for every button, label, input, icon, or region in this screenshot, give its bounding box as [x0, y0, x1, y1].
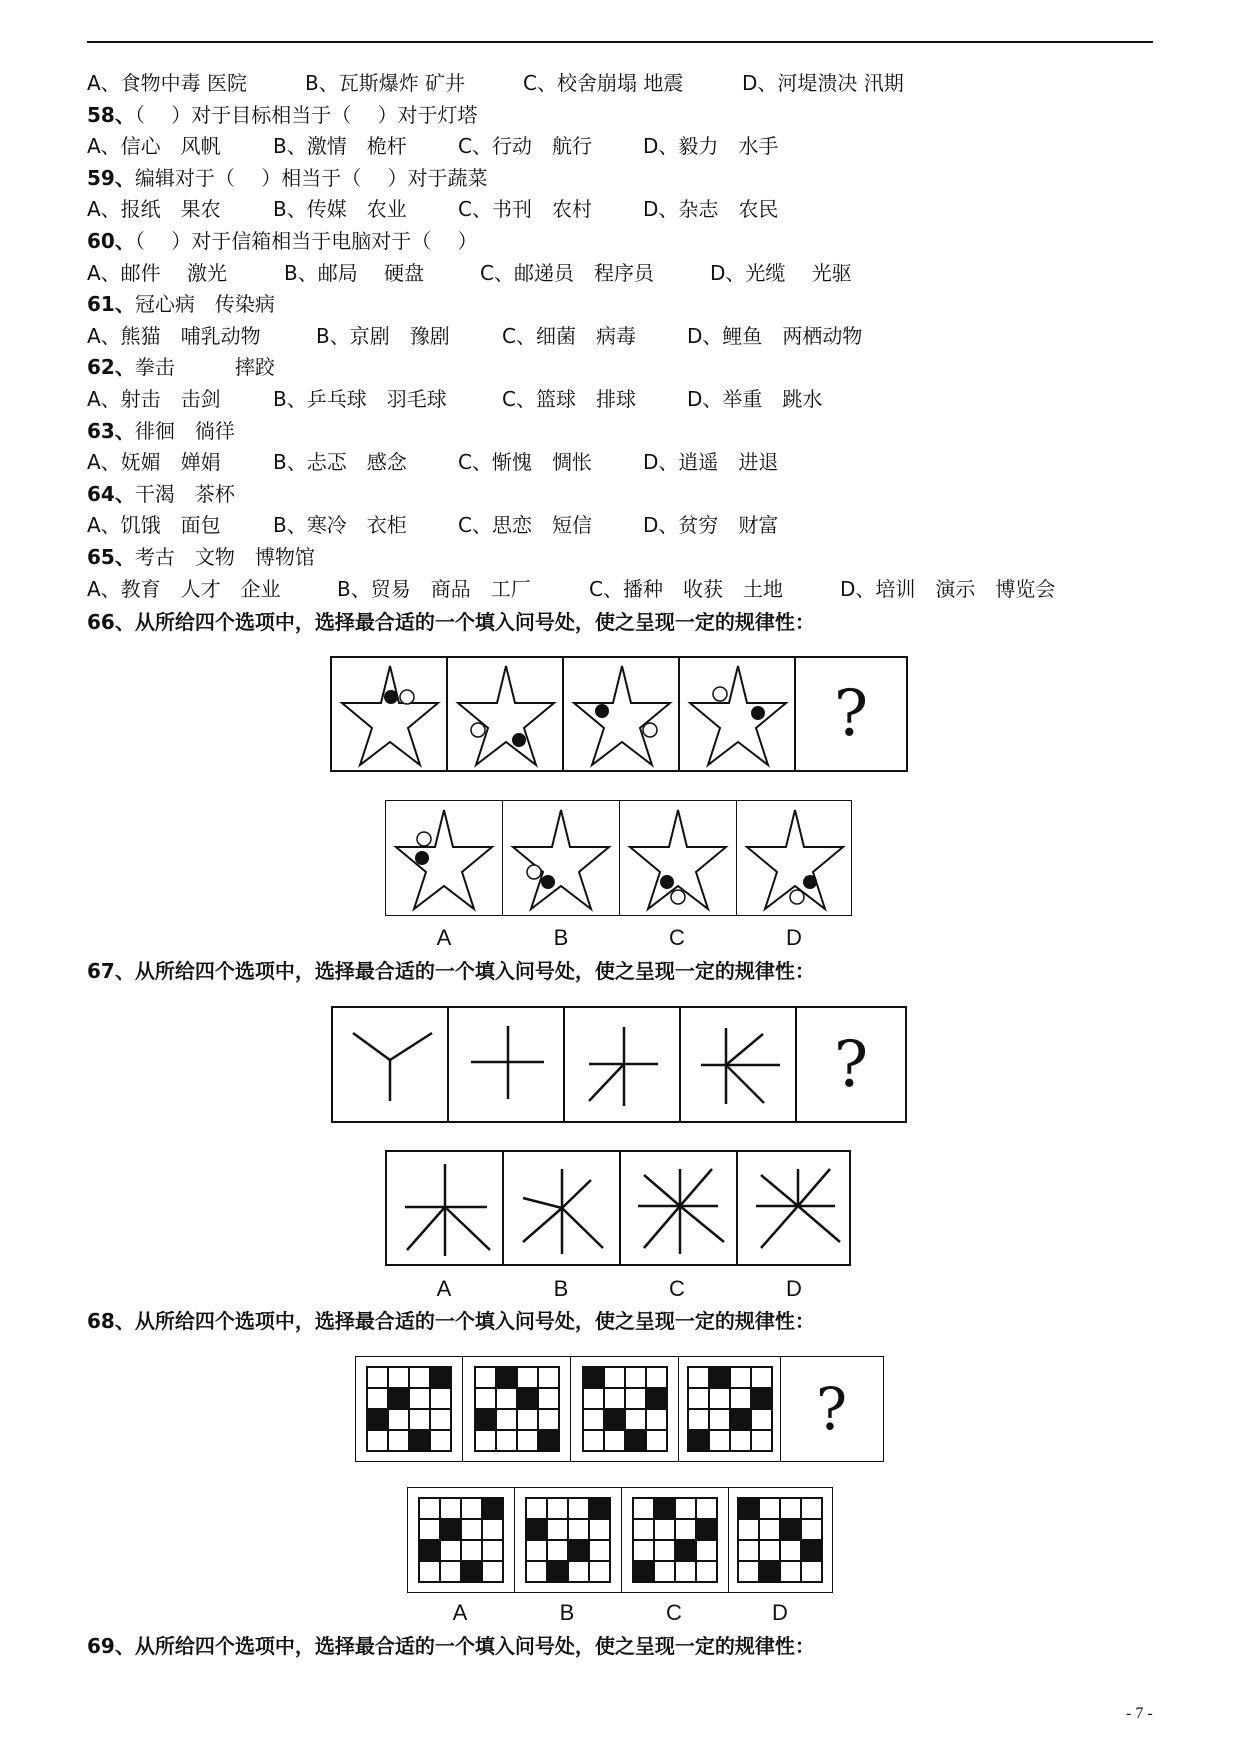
white-square: [441, 1541, 460, 1560]
question-number: 62、: [87, 355, 135, 380]
line-stroke: [353, 1033, 390, 1060]
white-square: [431, 1389, 450, 1408]
answer-option[interactable]: A、教育 人才 企业: [87, 576, 281, 601]
answer-option[interactable]: D、光缆 光驱: [710, 260, 852, 285]
white-square: [420, 1520, 439, 1539]
black-square: [420, 1541, 439, 1560]
answer-option[interactable]: D、逍遥 进退: [643, 450, 779, 475]
white-square: [539, 1368, 558, 1387]
q68-label-c: C: [666, 1600, 682, 1625]
star-shape: [690, 666, 786, 765]
black-dot: [541, 875, 555, 889]
white-square: [697, 1541, 716, 1560]
q67-option-c[interactable]: [621, 1152, 738, 1264]
q66-option-a[interactable]: [386, 801, 503, 915]
q68-seq-1: [356, 1357, 463, 1461]
white-square: [483, 1541, 502, 1560]
white-square: [389, 1410, 408, 1429]
white-square: [634, 1520, 653, 1539]
line-stroke: [761, 1175, 798, 1206]
black-square: [760, 1562, 779, 1581]
q67-seq-1: [333, 1008, 449, 1121]
white-dot: [471, 723, 485, 737]
q68-label-d: D: [772, 1600, 788, 1625]
line-figure: [681, 1008, 795, 1121]
question-number: 64、: [87, 481, 135, 506]
white-square: [518, 1431, 537, 1450]
line-stroke: [562, 1180, 591, 1208]
answer-option[interactable]: C、思恋 短信: [458, 513, 592, 538]
white-square: [689, 1368, 708, 1387]
line-stroke: [680, 1206, 724, 1242]
white-square: [760, 1520, 779, 1539]
question-number: 58、: [87, 102, 135, 127]
white-square: [676, 1520, 695, 1539]
black-square: [476, 1410, 495, 1429]
answer-option[interactable]: B、传媒 农业: [273, 197, 407, 222]
answer-option[interactable]: A、信心 风帆: [87, 134, 221, 159]
black-dot: [803, 875, 817, 889]
white-square: [584, 1410, 603, 1429]
black-square: [497, 1368, 516, 1387]
white-square: [497, 1410, 516, 1429]
q66-seq-1: [332, 658, 448, 770]
q68-sequence: [355, 1356, 884, 1462]
black-square: [368, 1410, 387, 1429]
answer-option[interactable]: A、报纸 果农: [87, 197, 221, 222]
answer-option[interactable]: A、熊猫 哺乳动物: [87, 323, 261, 348]
q66-label-c: C: [669, 925, 685, 950]
white-square: [368, 1368, 387, 1387]
white-square: [634, 1499, 653, 1518]
white-square: [527, 1499, 546, 1518]
black-square: [518, 1389, 537, 1408]
q67-seq-2: [449, 1008, 565, 1121]
line-stroke: [523, 1198, 562, 1208]
question-number: 61、: [87, 292, 135, 317]
white-square: [527, 1541, 546, 1560]
header-rule: [87, 41, 1153, 43]
white-square: [781, 1541, 800, 1560]
star-figure: [332, 658, 446, 770]
white-square: [590, 1541, 609, 1560]
answer-option[interactable]: B、寒冷 衣柜: [273, 513, 407, 538]
black-square: [590, 1499, 609, 1518]
line-figure: [504, 1152, 619, 1264]
answer-option[interactable]: A、邮件 激光: [87, 260, 228, 285]
white-square: [410, 1410, 429, 1429]
question-stem: 干渴 茶杯: [134, 481, 235, 506]
answer-option[interactable]: C、校舍崩塌 地震: [523, 71, 684, 95]
white-square: [739, 1520, 758, 1539]
white-dot: [400, 690, 414, 704]
white-square: [420, 1562, 439, 1581]
grid-pattern: [418, 1497, 504, 1583]
line-stroke: [798, 1206, 840, 1242]
q68-option-a[interactable]: [408, 1488, 515, 1592]
black-square: [739, 1499, 758, 1518]
line-figure: [565, 1008, 679, 1121]
q68-seq-3: [571, 1357, 679, 1461]
answer-option[interactable]: D、毅力 水手: [643, 134, 779, 159]
white-square: [697, 1499, 716, 1518]
line-stroke: [445, 1207, 490, 1250]
line-figure: [449, 1008, 563, 1121]
q67-option-a[interactable]: [387, 1152, 504, 1264]
white-square: [689, 1389, 708, 1408]
white-square: [441, 1499, 460, 1518]
white-dot: [527, 865, 541, 879]
white-square: [389, 1368, 408, 1387]
black-square: [697, 1520, 716, 1539]
black-square: [710, 1368, 729, 1387]
q66-option-d[interactable]: [737, 801, 850, 915]
black-dot: [751, 706, 765, 720]
q66-options: [385, 800, 852, 916]
q67-seq-4: [681, 1008, 797, 1121]
q68-options: [407, 1487, 833, 1593]
white-square: [497, 1431, 516, 1450]
white-square: [389, 1431, 408, 1450]
black-square: [689, 1431, 708, 1450]
line-figure: [738, 1152, 849, 1264]
black-dot: [595, 704, 609, 718]
white-square: [802, 1520, 821, 1539]
answer-option[interactable]: B、瓦斯爆炸 矿井: [305, 71, 466, 95]
line-stroke: [726, 1065, 764, 1103]
q67-option-b[interactable]: [504, 1152, 621, 1264]
white-square: [634, 1541, 653, 1560]
question-number: 65、: [87, 545, 135, 569]
grid-pattern: [525, 1497, 611, 1583]
white-square: [569, 1520, 588, 1539]
white-square: [476, 1431, 495, 1450]
answer-option[interactable]: A、食物中毒 医院: [87, 71, 248, 95]
white-dot: [671, 890, 685, 904]
question-mark: ?: [833, 1027, 869, 1102]
line-figure: [621, 1152, 736, 1264]
q66-option-b[interactable]: [503, 801, 620, 915]
star-figure: [448, 658, 562, 770]
star-figure: [620, 802, 736, 914]
answer-option[interactable]: C、细菌 病毒: [502, 323, 636, 348]
white-square: [605, 1389, 624, 1408]
white-square: [647, 1410, 666, 1429]
answer-option[interactable]: A、妩媚 婵娟: [87, 450, 221, 475]
black-square: [605, 1410, 624, 1429]
black-square: [548, 1562, 567, 1581]
white-square: [710, 1410, 729, 1429]
question-number: 60、: [87, 229, 135, 253]
q68-question-cell: [781, 1357, 882, 1461]
q68-label-b: B: [559, 1600, 575, 1625]
white-square: [483, 1562, 502, 1581]
question-stem: 徘徊 徜徉: [134, 418, 235, 443]
black-square: [431, 1368, 450, 1387]
q66-option-c[interactable]: [620, 801, 737, 915]
answer-option[interactable]: C、播种 收获 土地: [589, 576, 783, 601]
white-square: [760, 1541, 779, 1560]
white-square: [647, 1431, 666, 1450]
white-square: [483, 1520, 502, 1539]
page-number: - 7 -: [1126, 1705, 1153, 1722]
white-square: [655, 1541, 674, 1560]
white-square: [462, 1520, 481, 1539]
white-square: [697, 1562, 716, 1581]
answer-option[interactable]: D、培训 演示 博览会: [840, 576, 1056, 601]
answer-option[interactable]: C、篮球 排球: [502, 387, 636, 411]
white-square: [802, 1562, 821, 1581]
star-shape: [342, 666, 438, 765]
q66-seq-3: [564, 658, 680, 770]
question-number: 59、: [87, 165, 135, 190]
black-square: [634, 1562, 653, 1581]
q66-question-cell: [796, 658, 906, 770]
white-square: [689, 1410, 708, 1429]
white-square: [431, 1410, 450, 1429]
black-square: [647, 1389, 666, 1408]
star-shape: [513, 810, 609, 909]
line-stroke: [644, 1175, 680, 1206]
black-dot: [415, 851, 429, 865]
star-shape: [396, 810, 492, 909]
white-square: [647, 1368, 666, 1387]
question-mark: ?: [833, 677, 869, 751]
white-square: [655, 1520, 674, 1539]
white-square: [569, 1499, 588, 1518]
q67-question-cell: [797, 1008, 905, 1121]
white-square: [462, 1499, 481, 1518]
answer-option[interactable]: B、忐忑 感念: [273, 450, 407, 475]
white-square: [527, 1562, 546, 1581]
grid-pattern: [474, 1366, 560, 1452]
question-mark: ?: [815, 1375, 848, 1443]
white-square: [626, 1368, 645, 1387]
grid-pattern: [687, 1366, 773, 1452]
line-stroke: [761, 1206, 798, 1248]
white-square: [539, 1389, 558, 1408]
star-figure: [680, 658, 794, 770]
q67-label-a: A: [436, 1276, 452, 1301]
white-square: [548, 1499, 567, 1518]
line-figure: [333, 1008, 447, 1121]
white-square: [676, 1562, 695, 1581]
white-square: [781, 1499, 800, 1518]
answer-option[interactable]: D、举重 跳水: [687, 387, 823, 411]
q68-seq-4: [679, 1357, 781, 1461]
white-square: [431, 1431, 450, 1450]
q66-label-b: B: [553, 925, 569, 950]
question-stem: 编辑对于（ ）相当于（ ）对于蔬菜: [134, 165, 488, 190]
line-stroke: [523, 1208, 562, 1242]
white-square: [584, 1389, 603, 1408]
white-square: [410, 1368, 429, 1387]
black-square: [676, 1541, 695, 1560]
white-square: [569, 1562, 588, 1581]
grid-pattern: [582, 1366, 668, 1452]
white-square: [368, 1431, 387, 1450]
question-stem: 考古 文物 博物馆: [134, 545, 315, 569]
question-stem: （ ）对于目标相当于（ ）对于灯塔: [134, 102, 478, 127]
line-stroke: [798, 1169, 830, 1206]
black-square: [410, 1431, 429, 1450]
white-dot: [790, 890, 804, 904]
white-dot: [417, 832, 431, 846]
q67-options: [385, 1150, 851, 1266]
white-square: [655, 1562, 674, 1581]
q66-seq-2: [448, 658, 564, 770]
white-square: [626, 1389, 645, 1408]
grid-pattern: [632, 1497, 718, 1583]
answer-option[interactable]: C、惭愧 惆怅: [458, 450, 592, 475]
q67-label-d: D: [786, 1276, 802, 1301]
answer-option[interactable]: B、激情 桅杆: [273, 134, 407, 159]
black-square: [781, 1520, 800, 1539]
black-square: [569, 1541, 588, 1560]
white-square: [752, 1368, 771, 1387]
answer-option[interactable]: D、贫穷 财富: [643, 513, 779, 538]
black-square: [752, 1389, 771, 1408]
line-stroke: [680, 1169, 712, 1206]
answer-option[interactable]: B、邮局 硬盘: [284, 260, 425, 285]
line-figure: [387, 1152, 502, 1264]
white-square: [518, 1410, 537, 1429]
answer-option[interactable]: B、贸易 商品 工厂: [337, 576, 531, 601]
star-shape: [574, 666, 670, 765]
star-figure: [503, 802, 619, 914]
answer-option[interactable]: C、书刊 农村: [458, 197, 592, 222]
q67-seq-3: [565, 1008, 681, 1121]
white-dot: [713, 687, 727, 701]
black-square: [655, 1499, 674, 1518]
white-square: [605, 1431, 624, 1450]
q68-seq-2: [463, 1357, 571, 1461]
line-stroke: [407, 1207, 445, 1250]
white-square: [731, 1368, 750, 1387]
white-dot: [643, 723, 657, 737]
star-figure: [737, 802, 850, 914]
q66-sequence: [330, 656, 908, 772]
black-dot: [384, 690, 398, 704]
q67-label-c: C: [669, 1276, 685, 1301]
q68-option-b[interactable]: [515, 1488, 622, 1592]
line-stroke: [589, 1064, 624, 1101]
white-square: [710, 1389, 729, 1408]
white-square: [462, 1541, 481, 1560]
q67-sequence: [331, 1006, 907, 1123]
white-square: [548, 1520, 567, 1539]
white-square: [476, 1389, 495, 1408]
line-stroke: [644, 1206, 680, 1248]
answer-option[interactable]: B、乒乓球 羽毛球: [273, 387, 447, 411]
q68-option-d[interactable]: [729, 1488, 831, 1592]
line-stroke: [726, 1034, 763, 1065]
white-square: [497, 1389, 516, 1408]
answer-option[interactable]: D、河堤溃决 汛期: [742, 71, 904, 95]
question-stem: 冠心病 传染病: [134, 292, 275, 317]
q66-seq-4: [680, 658, 796, 770]
white-square: [539, 1410, 558, 1429]
white-square: [710, 1431, 729, 1450]
white-square: [739, 1541, 758, 1560]
white-square: [626, 1410, 645, 1429]
black-square: [389, 1389, 408, 1408]
question-number: 63、: [87, 418, 135, 443]
white-square: [590, 1562, 609, 1581]
white-square: [441, 1562, 460, 1581]
white-square: [752, 1410, 771, 1429]
black-square: [441, 1520, 460, 1539]
white-square: [584, 1431, 603, 1450]
line-stroke: [562, 1208, 603, 1248]
grid-pattern: [737, 1497, 823, 1583]
white-square: [739, 1562, 758, 1581]
q67-option-d[interactable]: [738, 1152, 849, 1264]
black-dot: [660, 875, 674, 889]
white-square: [802, 1499, 821, 1518]
white-square: [731, 1431, 750, 1450]
white-square: [548, 1541, 567, 1560]
answer-option[interactable]: B、京剧 豫剧: [316, 323, 450, 348]
black-square: [483, 1499, 502, 1518]
black-square: [802, 1541, 821, 1560]
q66-label-a: A: [436, 925, 452, 950]
q68-option-c[interactable]: [622, 1488, 729, 1592]
white-square: [781, 1562, 800, 1581]
q68-label-a: A: [452, 1600, 468, 1625]
answer-option[interactable]: D、鲤鱼 两栖动物: [687, 323, 863, 348]
white-square: [368, 1389, 387, 1408]
white-square: [731, 1389, 750, 1408]
answer-option[interactable]: A、饥饿 面包: [87, 513, 221, 538]
question-stem: 拳击 摔跤: [134, 355, 275, 380]
answer-option[interactable]: C、邮递员 程序员: [480, 260, 654, 285]
white-square: [760, 1499, 779, 1518]
white-square: [605, 1368, 624, 1387]
black-square: [626, 1431, 645, 1450]
white-square: [752, 1431, 771, 1450]
black-square: [731, 1410, 750, 1429]
black-square: [584, 1368, 603, 1387]
line-stroke: [390, 1033, 432, 1060]
white-square: [420, 1499, 439, 1518]
answer-option[interactable]: C、行动 航行: [458, 134, 592, 159]
white-square: [518, 1368, 537, 1387]
q67-label-b: B: [553, 1276, 569, 1301]
star-figure: [386, 802, 502, 914]
white-square: [676, 1499, 695, 1518]
answer-option[interactable]: D、杂志 农民: [643, 197, 779, 222]
black-square: [527, 1520, 546, 1539]
black-square: [462, 1562, 481, 1581]
black-dot: [512, 733, 526, 747]
black-square: [539, 1431, 558, 1450]
white-square: [476, 1368, 495, 1387]
question-stem: （ ）对于信箱相当于电脑对于（ ）: [134, 229, 478, 253]
white-square: [590, 1520, 609, 1539]
answer-option[interactable]: A、射击 击剑: [87, 387, 221, 411]
q66-label-d: D: [786, 925, 802, 950]
star-figure: [564, 658, 678, 770]
grid-pattern: [366, 1366, 452, 1452]
star-shape: [458, 666, 554, 765]
white-square: [410, 1389, 429, 1408]
